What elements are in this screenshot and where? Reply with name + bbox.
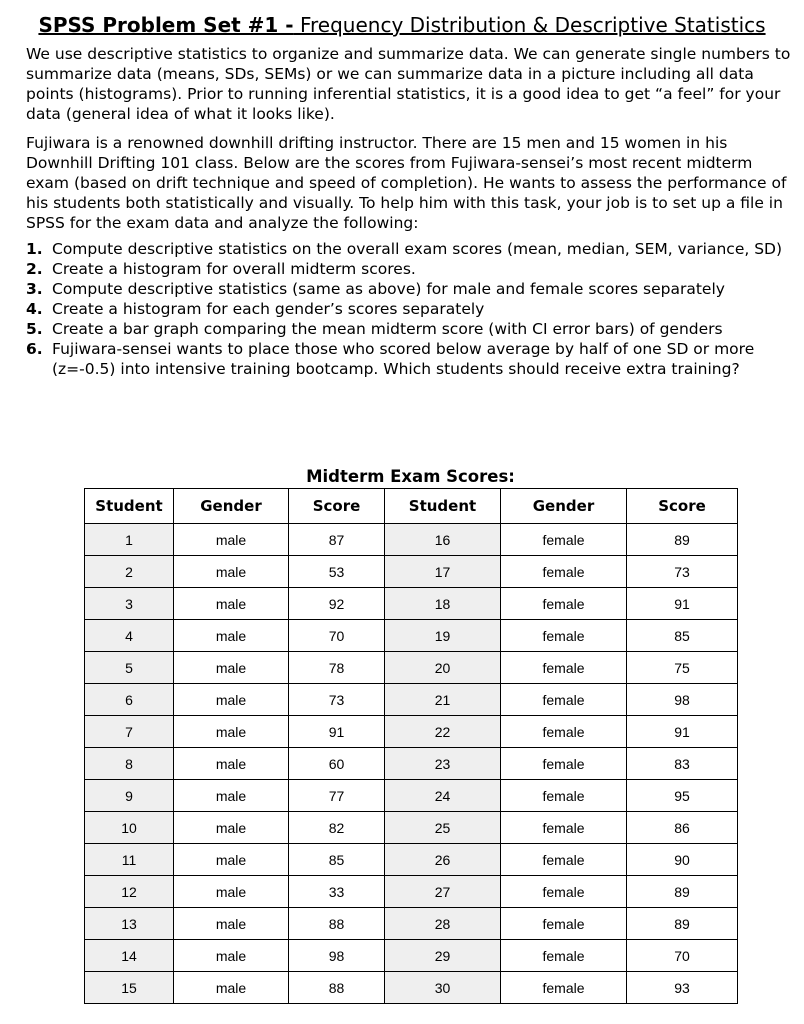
student-column-header: Student — [85, 489, 174, 524]
gender-cell: female — [501, 908, 627, 940]
gender-cell: male — [174, 908, 289, 940]
score-cell: 95 — [627, 780, 738, 812]
task-number: 5. — [26, 320, 43, 338]
gender-cell: male — [174, 620, 289, 652]
score-column-header: Score — [289, 489, 385, 524]
task-number: 3. — [26, 280, 43, 298]
score-cell: 78 — [289, 652, 385, 684]
scenario-paragraph: Fujiwara is a renowned downhill drifting instructor. There are 15 men and 15 women in his Downhill Drifting 101 class. Below are the scores from Fujiwara-sensei’s most recent midterm exam (based on drift technique and speed of completion). He wants to assess the performance of his students both statistically and visually. To help him with this task, your job is to set up a file in SPSS for the exam data and analyze the following: — [26, 134, 787, 232]
score-cell: 89 — [627, 908, 738, 940]
student-id-cell: 29 — [385, 940, 501, 972]
gender-cell: female — [501, 652, 627, 684]
score-cell: 82 — [289, 812, 385, 844]
score-cell: 60 — [289, 748, 385, 780]
score-cell: 83 — [627, 748, 738, 780]
student-id-cell: 13 — [85, 908, 174, 940]
task-list — [26, 239, 786, 379]
student-column-header: Student — [385, 489, 501, 524]
table-row — [85, 844, 738, 876]
table-row — [85, 652, 738, 684]
score-cell: 73 — [289, 684, 385, 716]
student-id-cell: 8 — [85, 748, 174, 780]
student-id-cell: 17 — [385, 556, 501, 588]
task-item — [26, 259, 786, 279]
score-cell: 88 — [289, 972, 385, 1004]
score-cell: 85 — [289, 844, 385, 876]
table-row — [85, 588, 738, 620]
student-id-cell: 27 — [385, 876, 501, 908]
score-cell: 90 — [627, 844, 738, 876]
gender-cell: male — [174, 684, 289, 716]
task-item — [26, 299, 786, 319]
score-column-header: Score — [627, 489, 738, 524]
table-caption: Midterm Exam Scores: — [306, 467, 515, 486]
student-id-cell: 19 — [385, 620, 501, 652]
gender-cell: male — [174, 940, 289, 972]
score-cell: 98 — [627, 684, 738, 716]
gender-cell: male — [174, 972, 289, 1004]
score-cell: 33 — [289, 876, 385, 908]
score-cell: 89 — [627, 876, 738, 908]
table-row — [85, 524, 738, 556]
score-cell: 73 — [627, 556, 738, 588]
task-item — [26, 339, 786, 379]
scores-table — [84, 488, 738, 1004]
student-id-cell: 6 — [85, 684, 174, 716]
gender-cell: female — [501, 748, 627, 780]
student-id-cell: 16 — [385, 524, 501, 556]
student-id-cell: 15 — [85, 972, 174, 1004]
student-id-cell: 20 — [385, 652, 501, 684]
score-cell: 93 — [627, 972, 738, 1004]
table-row — [85, 684, 738, 716]
task-item — [26, 239, 786, 259]
gender-cell: female — [501, 972, 627, 1004]
gender-cell: female — [501, 812, 627, 844]
score-cell: 91 — [627, 716, 738, 748]
student-id-cell: 18 — [385, 588, 501, 620]
student-id-cell: 4 — [85, 620, 174, 652]
student-id-cell: 11 — [85, 844, 174, 876]
page-title-rest: Frequency Distribution & Descriptive Statistics — [293, 13, 766, 37]
score-cell: 87 — [289, 524, 385, 556]
task-number: 2. — [26, 260, 43, 278]
table-row — [85, 748, 738, 780]
gender-cell: female — [501, 588, 627, 620]
gender-cell: female — [501, 716, 627, 748]
table-row — [85, 940, 738, 972]
table-body — [85, 524, 738, 1004]
gender-column-header: Gender — [501, 489, 627, 524]
table-row — [85, 812, 738, 844]
task-number: 1. — [26, 240, 43, 258]
score-cell: 88 — [289, 908, 385, 940]
page-title — [0, 12, 804, 38]
student-id-cell: 26 — [385, 844, 501, 876]
gender-cell: female — [501, 524, 627, 556]
score-cell: 89 — [627, 524, 738, 556]
page-title-bold: SPSS Problem Set #1 - — [38, 13, 294, 37]
table-row — [85, 620, 738, 652]
table-row — [85, 908, 738, 940]
table-row — [85, 876, 738, 908]
table-row — [85, 556, 738, 588]
table-row — [85, 716, 738, 748]
student-id-cell: 30 — [385, 972, 501, 1004]
score-cell: 91 — [627, 588, 738, 620]
task-item — [26, 319, 786, 339]
gender-cell: female — [501, 620, 627, 652]
gender-cell: male — [174, 556, 289, 588]
gender-cell: male — [174, 652, 289, 684]
gender-cell: male — [174, 812, 289, 844]
student-id-cell: 24 — [385, 780, 501, 812]
student-id-cell: 1 — [85, 524, 174, 556]
task-text: Create a bar graph comparing the mean midterm score (with CI error bars) of genders — [52, 320, 723, 338]
student-id-cell: 7 — [85, 716, 174, 748]
gender-cell: female — [501, 556, 627, 588]
intro-paragraph: We use descriptive statistics to organize and summarize data. We can generate single numbers to summarize data (means, SDs, SEMs) or we can summarize data in a picture including all data points (histograms). Prior to running inferential statistics, it is a good idea to get “a feel” for your data (general idea of what it looks like). — [26, 45, 791, 123]
gender-cell: male — [174, 716, 289, 748]
student-id-cell: 28 — [385, 908, 501, 940]
gender-cell: male — [174, 588, 289, 620]
student-id-cell: 12 — [85, 876, 174, 908]
score-cell: 98 — [289, 940, 385, 972]
student-id-cell: 3 — [85, 588, 174, 620]
student-id-cell: 22 — [385, 716, 501, 748]
task-number: 4. — [26, 300, 43, 318]
score-cell: 53 — [289, 556, 385, 588]
gender-cell: male — [174, 876, 289, 908]
gender-cell: female — [501, 684, 627, 716]
score-cell: 70 — [627, 940, 738, 972]
student-id-cell: 21 — [385, 684, 501, 716]
gender-cell: female — [501, 876, 627, 908]
table-header-row — [85, 489, 738, 524]
score-cell: 86 — [627, 812, 738, 844]
score-cell: 91 — [289, 716, 385, 748]
task-number: 6. — [26, 340, 43, 358]
student-id-cell: 25 — [385, 812, 501, 844]
student-id-cell: 5 — [85, 652, 174, 684]
task-item — [26, 279, 786, 299]
gender-cell: male — [174, 780, 289, 812]
table-row — [85, 780, 738, 812]
gender-cell: female — [501, 940, 627, 972]
gender-cell: male — [174, 524, 289, 556]
task-text: Fujiwara-sensei wants to place those who scored below average by half of one SD or more (z=-0.5) into intensive training bootcamp. Which students should receive extra training? — [52, 340, 755, 378]
score-cell: 70 — [289, 620, 385, 652]
gender-cell: female — [501, 780, 627, 812]
student-id-cell: 9 — [85, 780, 174, 812]
student-id-cell: 23 — [385, 748, 501, 780]
gender-cell: male — [174, 844, 289, 876]
score-cell: 75 — [627, 652, 738, 684]
task-text: Create a histogram for each gender’s scores separately — [52, 300, 485, 318]
gender-column-header: Gender — [174, 489, 289, 524]
student-id-cell: 2 — [85, 556, 174, 588]
student-id-cell: 10 — [85, 812, 174, 844]
gender-cell: female — [501, 844, 627, 876]
task-text: Compute descriptive statistics on the overall exam scores (mean, median, SEM, variance, SD) — [52, 240, 783, 258]
task-text: Create a histogram for overall midterm scores. — [52, 260, 416, 278]
score-cell: 85 — [627, 620, 738, 652]
score-cell: 77 — [289, 780, 385, 812]
gender-cell: male — [174, 748, 289, 780]
table-row — [85, 972, 738, 1004]
task-text: Compute descriptive statistics (same as above) for male and female scores separately — [52, 280, 725, 298]
student-id-cell: 14 — [85, 940, 174, 972]
score-cell: 92 — [289, 588, 385, 620]
